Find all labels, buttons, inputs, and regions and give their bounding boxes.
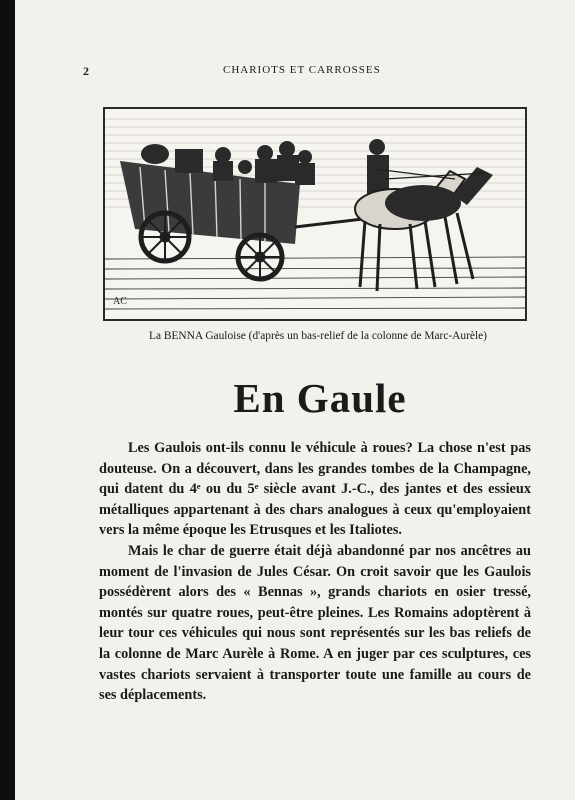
body-text: [99, 438, 531, 706]
illustration-caption: La BENNA Gauloise (d'après un bas-relief de la colonne de Marc-Aurèle): [149, 330, 487, 342]
benna-illustration: [103, 107, 527, 321]
paragraph: Mais le char de guerre était déjà abandonné par nos ancêtres au moment de l'invasion de Jules César. On croit savoir que les Gaulois possédèrent alors des « Bennas », grands chariots en osier tressé, montés sur quatre roues, peut-être pleines. Les Romains adoptèrent à leur tour ces véhicules qui nous sont représentés sur les bas reliefs de la colonne de Marc Aurèle à Rome. A en juger par ces sculptures, ces vastes chariots servaient à transporter toute une famille au cours de ses déplacements.: [99, 542, 531, 704]
running-head: [83, 64, 543, 80]
paragraph: Les Gaulois ont-ils connu le véhicule à roues? La chose n'est pas douteuse. On a découvert, dans les grandes tombes de la Champagne, qui datent du 4ᵉ ou du 5ᵉ siècle avant J.-C., des jantes et des essieux métalliques appartenant à des chars analogues à ceux qu'employaient vers la même époque les Etrusques et les Italiotes.: [99, 440, 531, 539]
illustrator-signature: AC: [113, 296, 127, 307]
running-head-title: CHARIOTS ET CARROSSES: [223, 64, 381, 76]
page-left-edge-shadow: [0, 0, 15, 800]
page-number: 2: [83, 64, 90, 78]
chapter-title: En Gaule: [233, 375, 407, 421]
